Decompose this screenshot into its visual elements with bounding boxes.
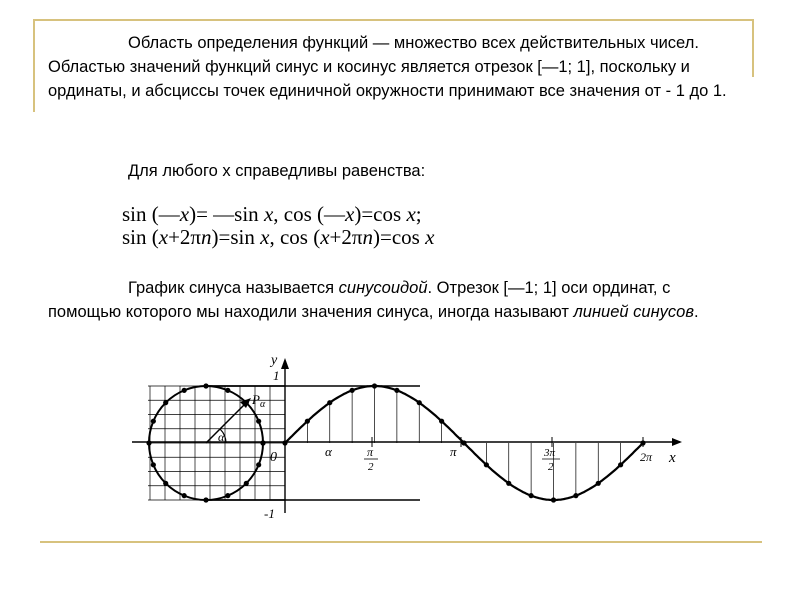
circle-point bbox=[244, 481, 249, 486]
formula-periodicity: sin (x+2πn)=sin x, cos (x+2πn)=cos x bbox=[122, 225, 435, 249]
curve-point bbox=[417, 400, 422, 405]
curve-point bbox=[305, 419, 310, 424]
label-two-pi: 2π bbox=[640, 450, 653, 464]
circle-point bbox=[163, 481, 168, 486]
circle-point bbox=[225, 388, 230, 393]
curve-point bbox=[506, 481, 511, 486]
circle-point bbox=[244, 400, 249, 405]
circle-point bbox=[225, 493, 230, 498]
paragraph-sinusoid: График синуса называется синусоидой. Отрезок [—1; 1] оси ординат, с помощью которого мы находили значения синуса, иногда называют линией синусов. bbox=[48, 279, 699, 321]
circle-point bbox=[256, 462, 261, 467]
circle-point bbox=[182, 388, 187, 393]
curve-point bbox=[484, 462, 489, 467]
y-axis-label: y bbox=[271, 353, 278, 368]
label-three-pi-half-den: 2 bbox=[548, 461, 554, 473]
label-point-p: $P_\alpha$ bbox=[252, 392, 266, 410]
paragraph-domain-range: Область определения функций — множество всех действительных чисел. Областью значений функций синус и косинус является отрезок [—1; 1], поскольку и ординаты, и абсциссы точек единичной окружности принимают все значения от - 1 до 1. bbox=[48, 34, 727, 100]
y-axis-arrow-icon bbox=[281, 358, 289, 369]
curve-point bbox=[573, 493, 578, 498]
label-origin: 0 bbox=[270, 450, 277, 465]
label-three-pi-half-num: 3π bbox=[544, 447, 556, 459]
sine-curve-points bbox=[282, 383, 645, 502]
circle-point bbox=[163, 400, 168, 405]
circle-point bbox=[260, 440, 265, 445]
paragraph-identities-intro: Для любого х справедливы равенства: bbox=[128, 162, 426, 180]
label-pi: π bbox=[450, 444, 457, 459]
circle-point bbox=[256, 419, 261, 424]
label-one: 1 bbox=[273, 368, 280, 383]
circle-point bbox=[151, 419, 156, 424]
curve-point bbox=[282, 440, 287, 445]
circle-point bbox=[182, 493, 187, 498]
curve-point bbox=[461, 440, 466, 445]
curve-point bbox=[618, 462, 623, 467]
curve-point bbox=[350, 388, 355, 393]
circle-point bbox=[151, 462, 156, 467]
circle-point bbox=[203, 497, 208, 502]
circle-point bbox=[203, 383, 208, 388]
formula-parity: sin (—x)= —sin x, cos (—x)=cos x; bbox=[122, 202, 422, 226]
label-pi-half-num: π bbox=[367, 445, 374, 459]
x-axis-label: x bbox=[669, 450, 676, 466]
curve-point bbox=[529, 493, 534, 498]
label-pi-half-den: 2 bbox=[368, 461, 374, 473]
curve-point bbox=[439, 419, 444, 424]
curve-point bbox=[327, 400, 332, 405]
label-angle-alpha: α bbox=[218, 430, 225, 444]
label-minus-one: -1 bbox=[264, 506, 275, 521]
x-axis-arrow-icon bbox=[672, 438, 682, 446]
circle-point bbox=[146, 440, 151, 445]
curve-point bbox=[372, 383, 377, 388]
curve-point bbox=[551, 497, 556, 502]
curve-point bbox=[394, 388, 399, 393]
curve-point bbox=[596, 481, 601, 486]
label-alpha-axis: α bbox=[325, 444, 332, 459]
term-sinusoid: синусоидой bbox=[338, 279, 428, 297]
term-sine-line: линией синусов bbox=[573, 303, 694, 321]
